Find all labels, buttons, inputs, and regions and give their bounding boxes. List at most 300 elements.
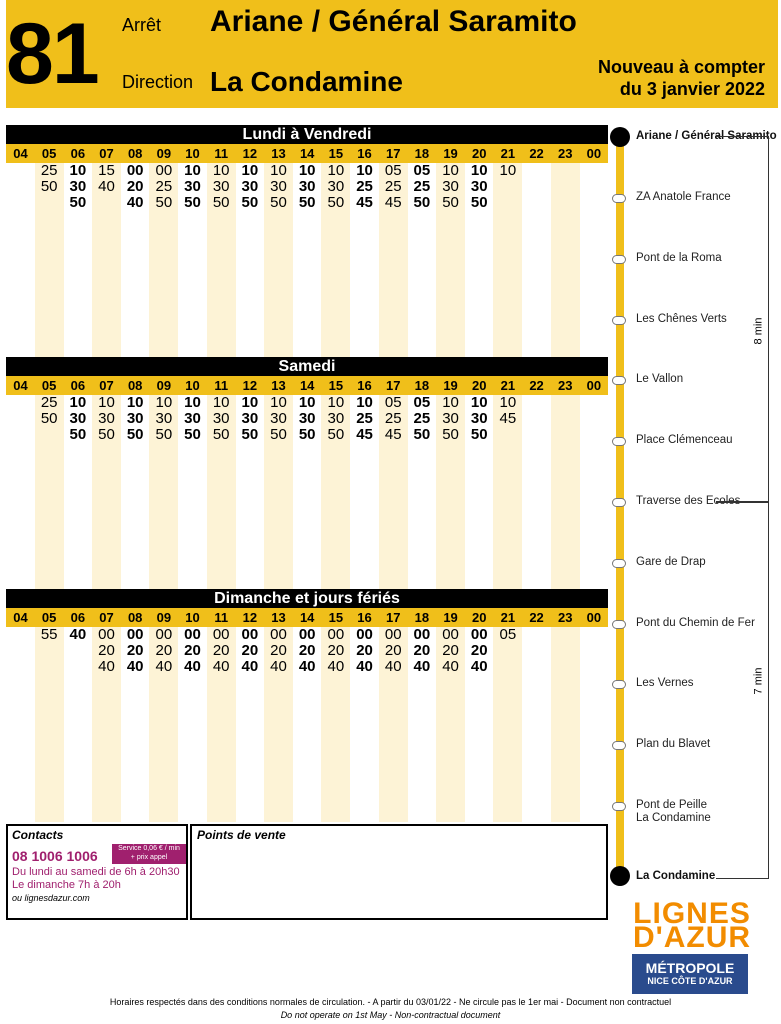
- departure-minute: 25: [356, 178, 373, 195]
- route-stop-dot: [612, 194, 626, 203]
- route-stop-label: Gare de Drap: [636, 555, 706, 568]
- departure-minute: 30: [69, 410, 87, 427]
- hour-header: 04: [13, 146, 28, 161]
- departure-minute: 10: [241, 162, 259, 179]
- hour-column: [407, 163, 436, 358]
- departure-minute: 25: [413, 178, 431, 195]
- service-price-badge: [112, 844, 186, 864]
- hour-column: [493, 163, 522, 358]
- hour-column: [63, 163, 92, 358]
- validity-notice: [598, 56, 765, 100]
- hour-header: 00: [586, 146, 602, 161]
- contact-website[interactable]: ou lignesdazur.com: [12, 893, 90, 903]
- hour-column: [465, 627, 494, 822]
- hour-header: 16: [357, 378, 372, 393]
- departure-minute: 10: [499, 394, 517, 411]
- destination-stop-label: La Condamine: [636, 870, 716, 882]
- hour-column: [35, 395, 64, 590]
- hour-column: [207, 163, 236, 358]
- line-number: 81: [6, 6, 98, 102]
- timetable-weekdays: [6, 125, 608, 358]
- hour-header: 08: [127, 146, 143, 161]
- departure-minute: 10: [327, 394, 345, 411]
- departure-minute: 10: [298, 162, 316, 179]
- departure-minute: 40: [413, 658, 431, 675]
- departure-minute: 30: [327, 410, 345, 427]
- departure-minute: 30: [470, 178, 488, 195]
- hour-header: 19: [443, 610, 458, 625]
- departure-minute: 10: [442, 162, 459, 179]
- duration-label-1: 8 min: [752, 317, 765, 345]
- departure-minute: 50: [327, 426, 345, 443]
- departure-minute: 10: [470, 162, 488, 179]
- hour-header: 05: [41, 378, 57, 393]
- hour-header-row: [6, 608, 608, 627]
- departure-minute: 25: [384, 410, 402, 427]
- departure-minute: 20: [126, 178, 144, 195]
- footer-disclaimer-en: Do not operate on 1st May - Non-contractual document: [280, 1010, 501, 1020]
- departure-minute: 50: [270, 426, 287, 443]
- departure-minute: 20: [241, 642, 259, 659]
- hour-column: [35, 627, 64, 822]
- departure-minute: 10: [499, 162, 517, 179]
- section-title: Lundi à Vendredi: [6, 125, 608, 144]
- hour-header: 22: [529, 378, 544, 393]
- hour-column: [551, 163, 580, 358]
- departure-minute: 50: [470, 426, 488, 443]
- route-stop-label: Plan du Blavet: [636, 738, 711, 751]
- departure-minute: 30: [327, 178, 345, 195]
- departure-minute: 10: [212, 394, 230, 411]
- hour-column: [436, 163, 465, 358]
- departure-minute: 10: [241, 394, 259, 411]
- departure-minute: 45: [356, 194, 373, 211]
- contacts-box: [6, 824, 188, 920]
- departure-minute: 00: [184, 626, 201, 643]
- departure-minute: 00: [155, 162, 173, 179]
- hour-header: 15: [328, 378, 344, 393]
- departure-minute: 20: [384, 642, 402, 659]
- contact-hours-sunday: Le dimanche 7h à 20h: [12, 879, 121, 891]
- departure-minute: 50: [126, 426, 144, 443]
- hour-header-row: [6, 376, 608, 395]
- contact-hours-weekdays: Du lundi au samedi de 6h à 20h30: [12, 866, 180, 878]
- departure-minute: 10: [298, 394, 316, 411]
- departure-minute: 00: [212, 626, 230, 643]
- hour-column: [321, 163, 350, 358]
- hour-header: 14: [299, 378, 315, 393]
- departure-minute: 40: [298, 658, 316, 675]
- departure-minute: 00: [413, 626, 431, 643]
- hour-column: [235, 395, 264, 590]
- hour-header: 04: [13, 610, 28, 625]
- departure-minute: 40: [327, 658, 345, 675]
- departure-minute: 10: [442, 394, 459, 411]
- departure-minute: 30: [298, 178, 316, 195]
- departure-minute: 30: [241, 178, 259, 195]
- route-stop-label: Les Chênes Verts: [636, 312, 727, 325]
- departure-minute: 30: [184, 410, 201, 427]
- hour-header: 09: [156, 378, 172, 393]
- hour-column: [551, 395, 580, 590]
- departure-minute: 10: [470, 394, 488, 411]
- service-price-line2: + prix appel: [130, 854, 168, 861]
- departure-minute: 00: [442, 626, 459, 643]
- hour-column: [350, 395, 379, 590]
- departure-minute: 10: [327, 162, 345, 179]
- route-stop-label: Le Vallon: [636, 373, 684, 386]
- hour-column: [436, 627, 465, 822]
- departure-minute: 30: [126, 410, 144, 427]
- departure-minute: 50: [69, 194, 87, 211]
- hour-header: 08: [127, 378, 143, 393]
- origin-stop-dot: [610, 127, 630, 147]
- hour-header: 20: [471, 610, 487, 625]
- departure-minute: 50: [241, 426, 259, 443]
- departure-minute: 50: [413, 194, 431, 211]
- route-stop-dot: [612, 680, 626, 689]
- hour-header: 19: [443, 378, 458, 393]
- departure-minute: 30: [212, 178, 230, 195]
- departure-minute: 25: [356, 410, 373, 427]
- hour-header: 18: [414, 146, 430, 161]
- departure-minute: 20: [356, 642, 373, 659]
- hour-column: [321, 627, 350, 822]
- departure-minute: 30: [298, 410, 316, 427]
- hour-header: 12: [242, 146, 258, 161]
- route-stop-dot: [612, 498, 626, 507]
- hour-header: 05: [41, 146, 57, 161]
- route-stop-label: Pont de Peille La Condamine: [636, 799, 711, 824]
- hour-header: 13: [271, 378, 286, 393]
- hour-header: 21: [500, 378, 516, 393]
- hour-column: [293, 163, 322, 358]
- stop-label: Arrêt: [122, 15, 162, 35]
- departure-minute: 00: [126, 162, 144, 179]
- validity-notice-line2: du 3 janvier 2022: [619, 79, 765, 99]
- route-stop-dot: [612, 620, 626, 629]
- hour-header: 23: [557, 146, 573, 161]
- departure-minute: 20: [212, 642, 230, 659]
- departure-minute: 50: [155, 426, 173, 443]
- hour-header: 23: [557, 610, 573, 625]
- hour-header: 00: [586, 610, 602, 625]
- hour-header: 14: [299, 610, 315, 625]
- hour-column: [178, 163, 207, 358]
- route-stop-dot: [612, 559, 626, 568]
- departure-minute: 20: [470, 642, 488, 659]
- departure-minute: 20: [270, 642, 287, 659]
- departure-minute: 10: [126, 394, 144, 411]
- departure-minute: 50: [442, 426, 459, 443]
- departure-minute: 50: [69, 426, 87, 443]
- route-stop-dot: [612, 741, 626, 750]
- departure-minute: 20: [184, 642, 201, 659]
- route-stop-dot: [612, 255, 626, 264]
- departure-minute: 55: [40, 626, 58, 643]
- hour-column: [63, 627, 92, 822]
- hour-header: 04: [13, 378, 28, 393]
- departure-minute: 00: [98, 626, 115, 643]
- hour-column: [207, 627, 236, 822]
- departure-minute: 40: [241, 658, 259, 675]
- hour-column: [92, 163, 121, 358]
- hour-header: 06: [70, 146, 86, 161]
- departure-minute: 20: [126, 642, 144, 659]
- departure-minute: 05: [384, 394, 402, 411]
- hour-header: 17: [385, 610, 401, 625]
- departure-minute: 50: [442, 194, 459, 211]
- hour-header: 17: [385, 378, 401, 393]
- logo-dazur: D'AZUR: [632, 921, 752, 954]
- departure-minute: 00: [356, 626, 373, 643]
- hour-header: 09: [156, 146, 172, 161]
- departure-minute: 20: [155, 642, 173, 659]
- departure-minute: 10: [270, 162, 287, 179]
- departure-minute: 40: [155, 658, 173, 675]
- departure-minute: 00: [384, 626, 402, 643]
- departure-minute: 30: [98, 410, 115, 427]
- hour-column: [121, 627, 150, 822]
- hour-header: 11: [214, 378, 229, 393]
- departure-minute: 10: [69, 394, 87, 411]
- departure-minute: 40: [270, 658, 287, 675]
- hour-header: 16: [357, 146, 372, 161]
- hour-header: 10: [185, 610, 200, 625]
- hour-column: [63, 395, 92, 590]
- departure-minute: 00: [155, 626, 173, 643]
- hour-header: 20: [471, 146, 487, 161]
- departure-minute: 05: [413, 162, 431, 179]
- hour-column: [579, 163, 608, 358]
- hour-header: 10: [185, 378, 200, 393]
- hour-column: [6, 627, 35, 822]
- hour-header: 11: [214, 146, 229, 161]
- hour-header: 00: [586, 378, 602, 393]
- timetable-sunday: [6, 589, 608, 822]
- departure-minute: 50: [270, 194, 287, 211]
- departure-minute: 40: [69, 626, 87, 643]
- departure-minute: 50: [327, 194, 345, 211]
- hour-column: [465, 395, 494, 590]
- hour-column: [350, 163, 379, 358]
- hour-column: [379, 627, 408, 822]
- departure-minute: 10: [184, 394, 201, 411]
- direction-name: La Condamine: [210, 66, 403, 97]
- departure-minute: 25: [40, 394, 58, 411]
- departure-minute: 50: [184, 194, 201, 211]
- departure-minute: 30: [442, 178, 459, 195]
- hour-column: [149, 163, 178, 358]
- departure-minute: 50: [298, 426, 316, 443]
- departure-minute: 25: [155, 178, 173, 195]
- hour-column: [350, 627, 379, 822]
- hour-header: 09: [156, 610, 172, 625]
- departure-minute: 10: [69, 162, 87, 179]
- departure-minute: 50: [413, 426, 431, 443]
- hour-column: [178, 627, 207, 822]
- points-de-vente-box: [190, 824, 608, 920]
- points-de-vente-title: Points de vente: [197, 828, 286, 842]
- departure-minute: 40: [212, 658, 230, 675]
- departure-minute: 50: [40, 178, 58, 195]
- validity-notice-line1: Nouveau à compter: [597, 57, 765, 77]
- departure-minute: 50: [184, 426, 201, 443]
- route-stop-dot: [612, 376, 626, 385]
- hour-header: 21: [500, 610, 516, 625]
- hour-header: 13: [271, 610, 286, 625]
- departure-minute: 00: [327, 626, 345, 643]
- duration-label-2: 7 min: [752, 667, 765, 695]
- departure-minute: 50: [298, 194, 316, 211]
- section-title: Dimanche et jours fériés: [6, 589, 608, 608]
- hour-header: 08: [127, 610, 143, 625]
- departure-minute: 30: [155, 410, 173, 427]
- departure-minute: 25: [384, 178, 402, 195]
- hour-header: 19: [443, 146, 458, 161]
- origin-stop-label: Ariane / Général Saramito: [636, 130, 777, 142]
- hour-header: 07: [99, 610, 114, 625]
- departure-minute: 45: [499, 410, 517, 427]
- hour-column: [522, 395, 551, 590]
- hour-column: [493, 395, 522, 590]
- route-stop-dot: [612, 802, 626, 811]
- hour-column: [6, 395, 35, 590]
- route-stop-label: Pont de la Roma: [636, 251, 722, 264]
- departure-minute: 20: [98, 642, 115, 659]
- departure-minute: 30: [241, 410, 259, 427]
- departure-minute: 05: [413, 394, 431, 411]
- departure-minute: 05: [499, 626, 517, 643]
- departure-minute: 10: [270, 394, 287, 411]
- departure-minute: 25: [40, 162, 58, 179]
- departure-minute: 50: [212, 194, 230, 211]
- departure-minute: 40: [184, 658, 201, 675]
- hour-column: [436, 395, 465, 590]
- metropole-line1: MÉTROPOLE: [645, 960, 735, 976]
- service-price-line1: Service 0,06 € / min: [118, 845, 180, 852]
- hour-column: [264, 395, 293, 590]
- hour-column: [178, 395, 207, 590]
- hour-column: [264, 627, 293, 822]
- hour-column: [293, 395, 322, 590]
- hour-column: [407, 627, 436, 822]
- departure-minute: 00: [241, 626, 259, 643]
- hour-column: [579, 395, 608, 590]
- departure-minute: 10: [155, 394, 173, 411]
- departure-minute: 50: [241, 194, 259, 211]
- departure-minute: 00: [470, 626, 488, 643]
- hour-column: [235, 627, 264, 822]
- hour-column: [465, 163, 494, 358]
- hour-header: 18: [414, 378, 430, 393]
- hour-column: [493, 627, 522, 822]
- departure-minute: 50: [212, 426, 230, 443]
- departure-minute: 00: [270, 626, 287, 643]
- direction-label: Direction: [122, 72, 194, 92]
- hour-header: 14: [299, 146, 315, 161]
- departure-minute: 20: [327, 642, 345, 659]
- hour-column: [264, 163, 293, 358]
- hour-header: 07: [99, 146, 114, 161]
- hour-header: 22: [529, 146, 544, 161]
- departure-minute: 15: [98, 162, 115, 179]
- timetable-saturday: [6, 357, 608, 590]
- route-stop-label: Traverse des Ecoles: [636, 495, 741, 507]
- departure-minute: 30: [212, 410, 230, 427]
- departure-minute: 40: [470, 658, 488, 675]
- hour-column: [379, 163, 408, 358]
- hour-column: [92, 395, 121, 590]
- contact-phone[interactable]: 08 1006 1006: [12, 848, 98, 864]
- departure-minute: 00: [298, 626, 316, 643]
- route-stop-label: ZA Anatole France: [636, 191, 731, 203]
- hour-header: 05: [41, 610, 57, 625]
- departure-minute: 45: [384, 194, 402, 211]
- departure-minute: 10: [98, 394, 115, 411]
- footer-disclaimer: Horaires respectés dans des conditions normales de circulation. - A partir du 03/01/22 - Ne circule pas le 1er mai - Document non contractuel: [109, 997, 672, 1007]
- hour-column: [149, 627, 178, 822]
- hour-header: 07: [99, 378, 114, 393]
- hour-header: 17: [385, 146, 401, 161]
- hour-header: 23: [557, 378, 573, 393]
- hour-header: 06: [70, 378, 86, 393]
- departure-minute: 10: [184, 162, 201, 179]
- departure-minute: 30: [69, 178, 87, 195]
- route-stop-label: Pont du Chemin de Fer: [636, 616, 755, 629]
- hour-column: [579, 627, 608, 822]
- hour-column: [121, 163, 150, 358]
- departure-minute: 30: [470, 410, 488, 427]
- metropole-logo: [632, 954, 748, 994]
- hour-column: [522, 163, 551, 358]
- departure-minute: 30: [442, 410, 459, 427]
- hour-header: 10: [185, 146, 200, 161]
- departure-minute: 40: [126, 194, 144, 211]
- departure-minute: 20: [442, 642, 459, 659]
- departure-minute: 50: [40, 410, 58, 427]
- departure-minute: 30: [270, 410, 287, 427]
- departure-minute: 50: [155, 194, 173, 211]
- departure-minute: 40: [442, 658, 459, 675]
- hour-header: 13: [271, 146, 286, 161]
- logo-lignes: LIGNES: [633, 897, 751, 930]
- hour-column: [407, 395, 436, 590]
- hour-column: [121, 395, 150, 590]
- hour-header: 12: [242, 610, 258, 625]
- hour-column: [92, 627, 121, 822]
- departure-minute: 40: [126, 658, 144, 675]
- route-stop-label: Les Vernes: [636, 677, 694, 690]
- departure-minute: 25: [413, 410, 431, 427]
- hour-header-row: [6, 144, 608, 163]
- hour-column: [379, 395, 408, 590]
- hour-header: 18: [414, 610, 430, 625]
- departure-minute: 00: [126, 626, 144, 643]
- route-stop-label: Place Clémenceau: [636, 434, 733, 447]
- departure-minute: 40: [384, 658, 402, 675]
- hour-header: 15: [328, 610, 344, 625]
- departure-minute: 20: [413, 642, 431, 659]
- section-title: Samedi: [6, 357, 608, 376]
- hour-header: 12: [242, 378, 258, 393]
- hour-column: [551, 627, 580, 822]
- departure-minute: 40: [98, 658, 115, 675]
- departure-minute: 45: [356, 426, 373, 443]
- hour-header: 20: [471, 378, 487, 393]
- departure-minute: 50: [470, 194, 488, 211]
- hour-header: 11: [214, 610, 229, 625]
